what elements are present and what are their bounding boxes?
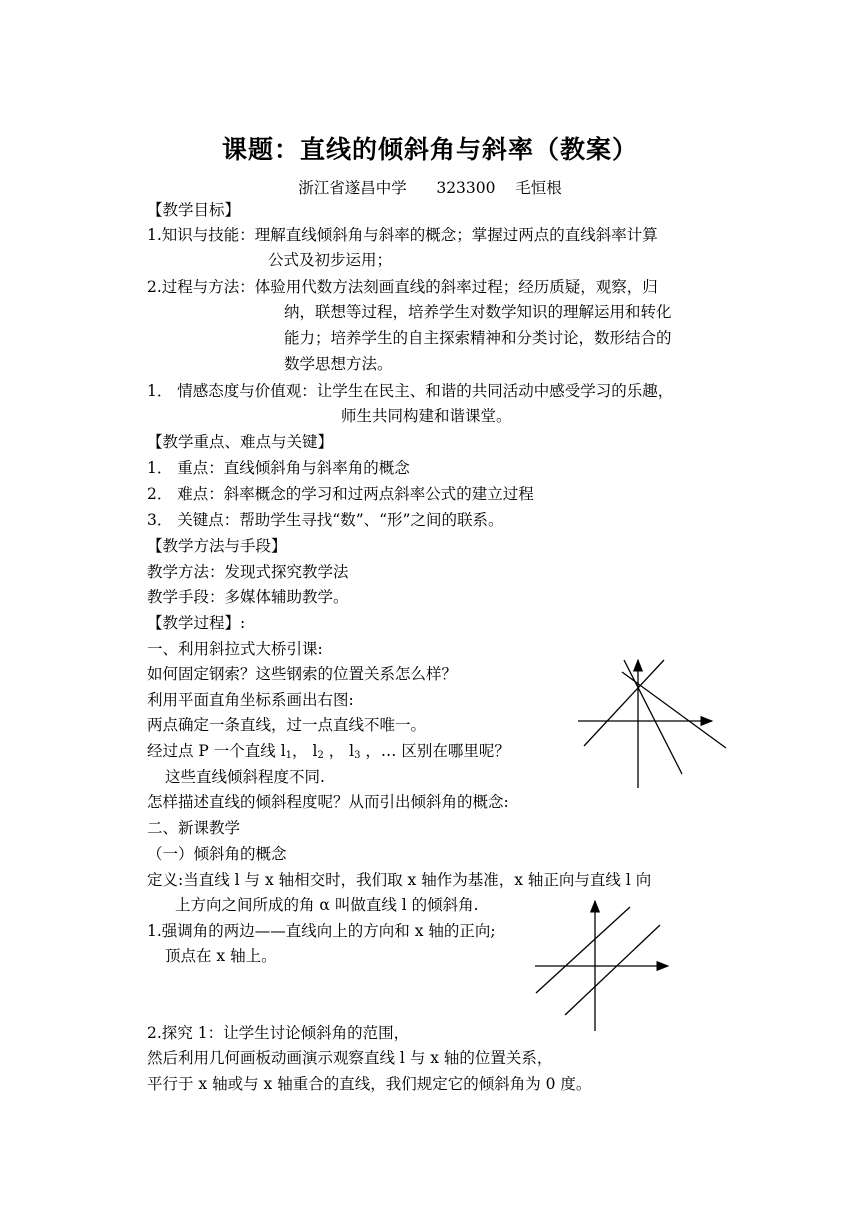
author-line: 浙江省遂昌中学 323300 毛恒根 — [298, 179, 562, 197]
objective-process-cont-2: 能力；培养学生的自主探索精神和分类讨论，数形结合的 — [284, 329, 672, 347]
explore-zero-angle: 平行于 x 轴或与 x 轴重合的直线，我们规定它的倾斜角为 0 度。 — [147, 1075, 592, 1093]
process-question: 如何固定钢索？这些钢索的位置关系怎么样？ — [147, 665, 458, 683]
process-lines-through-p: 经过点 P 一个直线 $l_1$， $l_2$ ， $l_3$ ，… 区别在哪里呢？ — [147, 742, 510, 761]
parallel-lines-figure — [530, 895, 675, 1035]
section-heading-keypoints: 【教学重点、难点与关键】 — [147, 433, 334, 451]
process-describe-tilt: 怎样描述直线的倾斜程度呢？从而引出倾斜角的概念: — [147, 793, 509, 811]
objective-process: 2.过程与方法：体验用代数方法刻画直线的斜率过程；经历质疑，观察，归 — [147, 278, 658, 296]
process-coordinates: 利用平面直角坐标系画出右图: — [147, 691, 354, 709]
line-a — [536, 907, 630, 993]
process-different-tilt: 这些直线倾斜程度不同. — [165, 768, 325, 786]
section-heading-process: 【教学过程】: — [147, 614, 246, 632]
section-heading-methods: 【教学方法与手段】 — [147, 537, 287, 555]
definition-line: 定义:当直线 l 与 x 轴相交时，我们取 x 轴作为基准，x 轴正向与直线 l 向 — [147, 871, 652, 889]
line-b — [565, 925, 660, 1015]
keypoint-key: 3． 关键点：帮助学生寻找“数”、“形”之间的联系。 — [147, 511, 504, 529]
objective-emotion-cont: 师生共同构建和谐课堂。 — [341, 407, 512, 425]
section-heading-objectives: 【教学目标】 — [147, 201, 241, 219]
line-l1 — [624, 660, 682, 774]
method-means: 教学手段：多媒体辅助教学。 — [147, 588, 349, 606]
lines-through-point-figure — [570, 650, 740, 795]
objective-process-cont-1: 纳，联想等过程，培养学生对数学知识的理解运用和转化 — [284, 303, 672, 321]
document-title: 课题：直线的倾斜角与斜率（教案） — [221, 135, 638, 164]
keypoint-difficulty: 2． 难点：斜率概念的学习和过两点斜率公式的建立过程 — [147, 485, 534, 503]
emphasis-sides: 1.强调角的两边——直线向上的方向和 x 轴的正向; — [147, 922, 496, 940]
new-lesson-heading: 二、新课教学 — [147, 819, 241, 837]
emphasis-vertex: 顶点在 x 轴上。 — [165, 947, 277, 965]
definition-line-cont: 上方向之间所成的角 α 叫做直线 l 的倾斜角. — [175, 896, 479, 914]
objective-knowledge: 1.知识与技能：理解直线倾斜角与斜率的概念；掌握过两点的直线斜率计算 — [147, 226, 658, 244]
objective-knowledge-cont: 公式及初步运用； — [268, 251, 393, 269]
explore-range: 2.探究 1：让学生讨论倾斜角的范围， — [147, 1024, 410, 1042]
method-teaching: 教学方法：发现式探究教学法 — [147, 563, 349, 581]
explore-animation: 然后利用几何画板动画演示观察直线 l 与 x 轴的位置关系， — [147, 1049, 553, 1067]
objective-emotion: 1． 情感态度与价值观：让学生在民主、和谐的共同活动中感受学习的乐趣， — [147, 382, 674, 400]
keypoint-focus: 1． 重点：直线倾斜角与斜率角的概念 — [147, 459, 410, 477]
subsection-inclination-angle: （一）倾斜角的概念 — [147, 845, 287, 863]
process-two-points: 两点确定一条直线，过一点直线不唯一。 — [147, 716, 427, 734]
objective-process-cont-3: 数学思想方法。 — [284, 355, 393, 373]
process-intro-heading: 一、利用斜拉式大桥引课: — [147, 640, 323, 658]
